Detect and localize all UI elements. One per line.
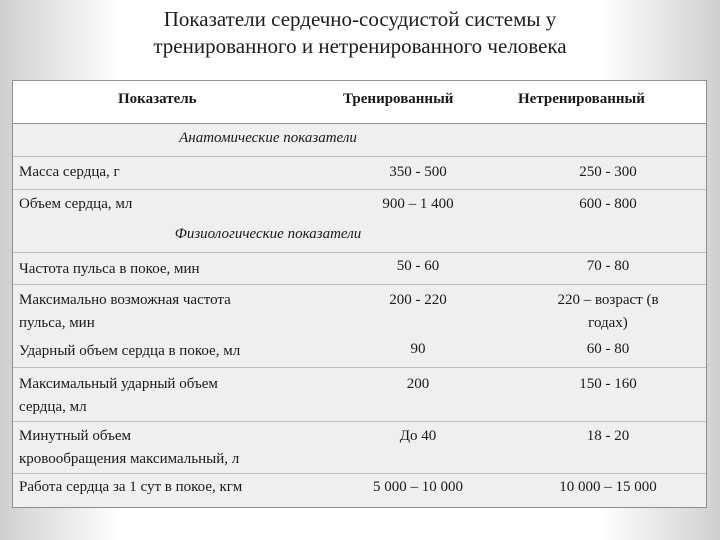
title-line-1: Показатели сердечно-сосудистой системы у (163, 7, 557, 31)
section-physiological (13, 220, 706, 253)
row-stroke-volume-untrained: 60 - 80 (586, 341, 630, 357)
row-minute-volume-untrained: 18 - 20 (586, 428, 630, 444)
row-max-stroke-untrained: 150 - 160 (579, 376, 637, 392)
row-minute-volume-name-2: кровообращения максимальный, л (19, 451, 240, 467)
row-stroke-volume-name: Ударный объем сердца в покое, мл (19, 343, 241, 359)
row-max-stroke-name-1: Максимальный ударный объем (19, 376, 218, 392)
row-max-pulse-untrained-2: годах) (588, 315, 628, 331)
row-max-pulse-untrained-1: 220 – возраст (в (557, 292, 659, 308)
row-max-stroke-trained: 200 (406, 376, 430, 392)
row-resting-pulse-untrained: 70 - 80 (586, 258, 630, 274)
header-indicator: Показатель (118, 91, 197, 107)
row-max-stroke-name-2: сердца, мл (19, 399, 87, 415)
row-heart-work-trained: 5 000 – 10 000 (373, 479, 463, 495)
row-heart-work-name: Работа сердца за 1 сут в покое, кгм (19, 479, 243, 495)
row-heart-volume-untrained: 600 - 800 (579, 196, 637, 212)
row-divider (13, 189, 706, 190)
slide-title (0, 6, 720, 60)
row-max-pulse-name-1: Максимально возможная частота (19, 292, 231, 308)
row-heart-mass-trained: 350 - 500 (389, 164, 447, 180)
row-resting-pulse-trained: 50 - 60 (396, 258, 440, 274)
row-divider (13, 284, 706, 285)
row-stroke-volume-trained: 90 (410, 341, 426, 357)
row-heart-volume-name: Объем сердца, мл (19, 196, 133, 212)
row-minute-volume-name-1: Минутный объем (19, 428, 131, 444)
header-trained: Тренированный (343, 91, 454, 107)
header-untrained: Нетренированный (518, 91, 645, 107)
section-physiological-label: Физиологические показатели (174, 226, 362, 242)
row-heart-mass-untrained: 250 - 300 (579, 164, 637, 180)
row-divider (13, 421, 706, 422)
section-anatomical (13, 124, 706, 157)
row-heart-mass-name: Масса сердца, г (19, 164, 120, 180)
row-divider (13, 367, 706, 368)
row-heart-work-untrained: 10 000 – 15 000 (559, 479, 657, 495)
row-heart-volume-trained: 900 – 1 400 (382, 196, 454, 212)
row-minute-volume-trained: До 40 (399, 428, 437, 444)
row-max-pulse-trained: 200 - 220 (389, 292, 447, 308)
comparison-table (12, 80, 707, 508)
table-header (13, 81, 706, 124)
section-anatomical-label: Анатомические показатели (179, 130, 357, 146)
row-resting-pulse-name: Частота пульса в покое, мин (19, 261, 200, 277)
row-divider (13, 473, 706, 474)
title-line-2: тренированного и нетренированного человека (153, 34, 567, 58)
row-max-pulse-name-2: пульса, мин (19, 315, 95, 331)
